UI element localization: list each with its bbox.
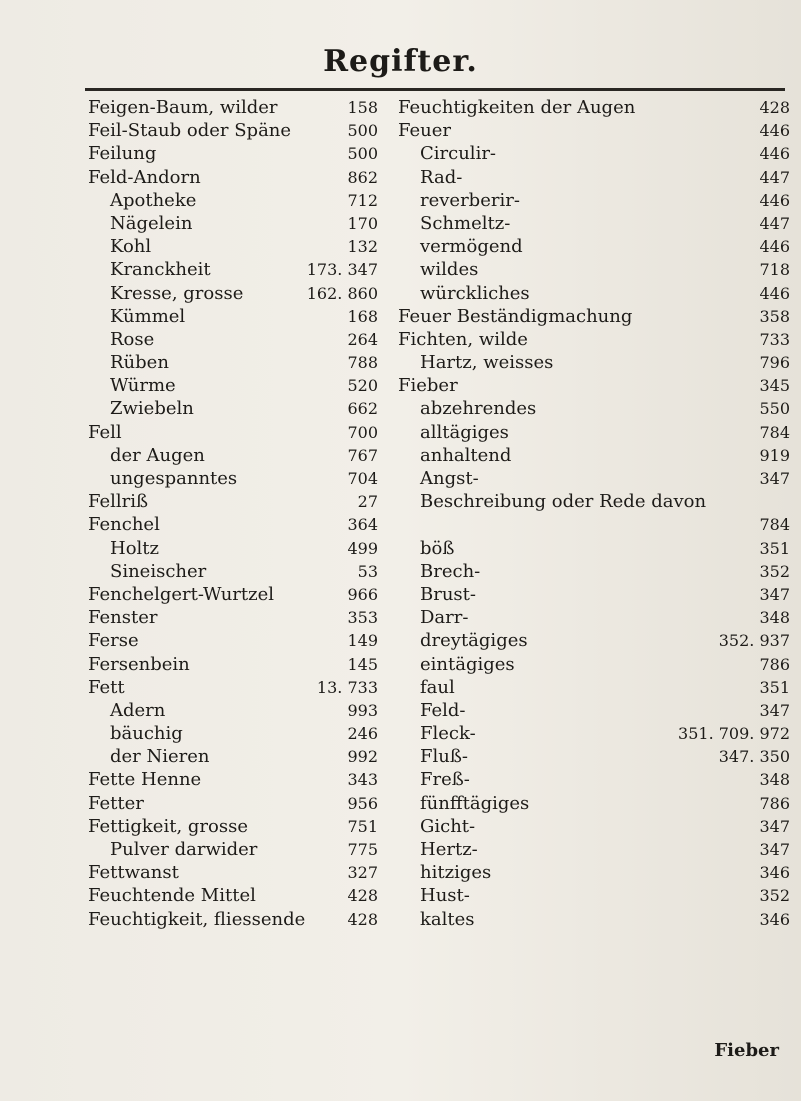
index-entry	[398, 699, 790, 722]
index-entry	[88, 235, 378, 258]
index-entry	[88, 676, 378, 699]
entry-page-number: 27	[357, 492, 378, 512]
index-entry	[398, 560, 790, 583]
entry-page-number: 343	[347, 770, 378, 790]
index-entry	[88, 96, 378, 119]
entry-page-number: 351	[759, 677, 790, 697]
entry-page-number: 767	[347, 445, 378, 465]
index-entry	[88, 537, 378, 560]
index-entry	[88, 583, 378, 606]
entry-page-number: 446	[759, 144, 790, 164]
entry-page-number: 966	[347, 584, 378, 604]
index-entry	[398, 629, 790, 652]
entry-label: Feil-Staub oder Späne	[88, 120, 292, 142]
entry-label: Fettwanst	[88, 862, 179, 884]
index-entry	[88, 166, 378, 189]
entry-page-number: 162. 860	[306, 283, 378, 303]
entry-label: Fenchelgert-Wurtzel	[88, 583, 275, 605]
entry-page-number: 347	[759, 584, 790, 604]
index-entry	[88, 374, 378, 397]
entry-label: Hertz-	[420, 839, 478, 860]
entry-page-number: 784	[759, 515, 790, 535]
index-entry	[398, 374, 790, 397]
header-rule	[85, 88, 785, 91]
entry-label: Freß-	[420, 769, 470, 791]
entry-page-number: 347	[759, 700, 790, 720]
entry-label: Circulir-	[420, 143, 497, 165]
entry-page-number: 168	[347, 306, 378, 326]
index-entry	[398, 722, 790, 745]
index-entry	[398, 96, 790, 119]
index-entry	[398, 815, 790, 838]
entry-label: Fette Henne	[88, 769, 202, 791]
entry-page-number: 733	[759, 329, 790, 349]
entry-label: anhaltend	[420, 444, 512, 466]
entry-page-number: 353	[347, 608, 378, 628]
index-entry	[88, 212, 378, 235]
entry-page-number: 446	[759, 190, 790, 210]
entry-page-number: 145	[347, 654, 378, 674]
index-entry	[88, 513, 378, 536]
entry-page-number: 446	[759, 283, 790, 303]
entry-label: Brust-	[420, 583, 476, 605]
index-entry	[88, 467, 378, 490]
entry-label: Kümmel	[110, 305, 186, 327]
entry-label: Hartz, weisses	[420, 352, 554, 374]
entry-label: Sineischer	[110, 560, 207, 582]
index-entry	[88, 653, 378, 676]
entry-page-number: 751	[347, 816, 378, 836]
entry-page-number: 264	[347, 329, 378, 349]
entry-page-number: 347	[759, 469, 790, 488]
index-entry	[398, 189, 790, 212]
entry-page-number: 132	[347, 237, 378, 257]
entry-page-number: 173. 347	[306, 260, 378, 280]
entry-label: Fichten, wilde	[398, 328, 528, 350]
entry-label: Brech-	[420, 560, 481, 582]
entry-page-number: 862	[347, 167, 378, 187]
entry-label: würckliches	[420, 282, 530, 304]
index-entry	[398, 328, 790, 351]
entry-label: Feld-	[420, 699, 466, 721]
index-entry	[398, 513, 790, 536]
index-entry	[88, 421, 378, 444]
entry-page-number: 246	[347, 724, 378, 744]
entry-label: alltägiges	[420, 421, 509, 443]
index-entry	[88, 258, 378, 281]
index-entry	[398, 282, 790, 305]
index-entry	[88, 745, 378, 768]
entry-label: Holtz	[110, 537, 160, 559]
entry-label: Fettigkeit, grosse	[88, 815, 248, 837]
entry-label: Rose	[110, 328, 155, 350]
index-entry	[88, 699, 378, 722]
index-entry	[88, 861, 378, 884]
entry-page-number: 428	[347, 909, 378, 929]
index-entry	[88, 397, 378, 420]
entry-label: Feuchtende Mittel	[88, 885, 256, 907]
entry-page-number: 348	[759, 608, 790, 628]
entry-page-number: 170	[347, 213, 378, 233]
entry-page-number: 786	[759, 654, 790, 674]
entry-label: eintägiges	[420, 653, 515, 675]
entry-label: fünfftägiges	[420, 792, 530, 814]
index-entry	[88, 884, 378, 907]
index-entry	[88, 119, 378, 142]
index-entry	[398, 583, 790, 606]
index-entry	[398, 397, 790, 420]
entry-page-number: 347	[759, 816, 790, 836]
index-entry	[398, 235, 790, 258]
index-entry	[88, 792, 378, 815]
entry-page-number: 550	[759, 399, 790, 419]
index-entry	[398, 305, 790, 328]
index-entry	[88, 328, 378, 351]
entry-label: reverberir-	[420, 189, 520, 211]
index-entry	[398, 166, 790, 189]
entry-page-number: 446	[759, 237, 790, 257]
entry-page-number: 919	[759, 445, 790, 465]
entry-page-number: 956	[347, 793, 378, 813]
index-entry	[88, 629, 378, 652]
index-entry	[398, 351, 790, 374]
entry-label: Beschreibung oder Rede davon	[420, 491, 707, 513]
entry-page-number: 500	[347, 144, 378, 164]
entry-label: Pulver darwider	[110, 839, 258, 860]
entry-page-number: 662	[347, 399, 378, 419]
index-entry	[398, 768, 790, 791]
entry-page-number: 149	[347, 631, 378, 651]
entry-page-number: 346	[759, 909, 790, 929]
entry-page-number: 992	[347, 747, 378, 767]
entry-page-number: 346	[759, 863, 790, 883]
entry-label: Feuchtigkeit, fliessende	[88, 908, 306, 930]
entry-page-number: 700	[347, 422, 378, 442]
entry-label: Feuer Beständigmachung	[398, 305, 633, 327]
index-entry	[398, 884, 790, 907]
entry-page-number: 158	[347, 98, 378, 117]
index-entry	[398, 444, 790, 467]
entry-page-number: 788	[347, 353, 378, 373]
index-entry	[88, 815, 378, 838]
entry-page-number: 447	[759, 167, 790, 187]
entry-label: Kresse, grosse	[110, 282, 244, 304]
entry-page-number: 775	[347, 840, 378, 859]
catchword: Fieber	[714, 1040, 779, 1061]
entry-label: Feigen-Baum, wilder	[88, 97, 278, 118]
entry-label: vermögend	[420, 236, 523, 258]
index-entry	[398, 537, 790, 560]
entry-page-number: 327	[347, 863, 378, 883]
entry-page-number: 428	[759, 98, 790, 117]
entry-label: kaltes	[420, 908, 475, 930]
entry-label: bäuchig	[110, 723, 183, 745]
entry-label: Feilung	[88, 143, 157, 165]
entry-page-number: 446	[759, 121, 790, 141]
index-entry	[88, 722, 378, 745]
index-entry	[398, 653, 790, 676]
index-entry	[88, 606, 378, 629]
entry-label: Kohl	[110, 236, 152, 258]
index-entry	[88, 282, 378, 305]
entry-label: Fellriß	[88, 491, 149, 513]
entry-page-number: 447	[759, 213, 790, 233]
index-entry	[88, 908, 378, 931]
index-column-left	[88, 96, 378, 931]
entry-label: Hust-	[420, 885, 470, 907]
entry-label: Feuchtigkeiten der Augen	[398, 97, 636, 118]
entry-page-number: 351. 709. 972	[678, 724, 790, 744]
entry-label: Fieber	[398, 375, 458, 397]
page-header: Regifter.	[323, 44, 478, 79]
entry-page-number: 352	[759, 886, 790, 906]
entry-page-number: 358	[759, 306, 790, 326]
entry-page-number: 348	[759, 770, 790, 790]
entry-page-number: 786	[759, 793, 790, 813]
entry-page-number: 520	[347, 376, 378, 396]
index-entry	[88, 444, 378, 467]
entry-label: Rüben	[110, 352, 169, 374]
entry-page-number: 53	[357, 561, 378, 581]
entry-page-number: 718	[759, 260, 790, 280]
index-entry	[398, 838, 790, 861]
entry-label: Fluß-	[420, 746, 468, 768]
index-entry	[88, 560, 378, 583]
entry-label: Zwiebeln	[110, 398, 194, 420]
entry-label: Fett	[88, 676, 125, 698]
entry-page-number: 712	[347, 190, 378, 210]
index-entry	[88, 838, 378, 861]
entry-label: ungespanntes	[110, 468, 238, 489]
index-entry	[398, 792, 790, 815]
index-entry	[398, 212, 790, 235]
entry-page-number: 704	[347, 469, 378, 488]
index-entry	[88, 189, 378, 212]
index-entry	[88, 768, 378, 791]
index-entry	[88, 305, 378, 328]
entry-page-number: 351	[759, 538, 790, 558]
entry-label: Kranckheit	[110, 259, 211, 281]
entry-label: Darr-	[420, 607, 469, 629]
index-entry	[88, 351, 378, 374]
entry-page-number: 352	[759, 561, 790, 581]
entry-label: der Nieren	[110, 746, 210, 768]
entry-label: Ferse	[88, 630, 139, 652]
entry-page-number: 993	[347, 700, 378, 720]
entry-page-number: 347. 350	[718, 747, 790, 767]
index-entry	[398, 676, 790, 699]
entry-page-number: 345	[759, 376, 790, 396]
entry-label: Gicht-	[420, 815, 476, 837]
entry-label: Apotheke	[110, 189, 197, 211]
entry-label: Adern	[110, 699, 166, 721]
entry-label: Fenster	[88, 607, 158, 629]
entry-page-number: 352. 937	[718, 631, 790, 651]
entry-label: faul	[420, 676, 455, 698]
entry-label: Fleck-	[420, 723, 476, 745]
entry-page-number: 428	[347, 886, 378, 906]
entry-page-number: 784	[759, 422, 790, 442]
entry-page-number: 364	[347, 515, 378, 535]
entry-label: Feld-Andorn	[88, 166, 201, 188]
index-entry	[398, 908, 790, 931]
index-entry	[398, 745, 790, 768]
entry-label: Fell	[88, 421, 122, 443]
entry-label: böß	[420, 537, 455, 559]
entry-label: Rad-	[420, 166, 463, 188]
entry-page-number: 347	[759, 840, 790, 859]
entry-label: abzehrendes	[420, 398, 537, 420]
entry-label: wildes	[420, 259, 479, 281]
index-entry	[88, 142, 378, 165]
index-entry	[398, 861, 790, 884]
entry-label: Schmeltz-	[420, 212, 511, 234]
index-entry	[398, 142, 790, 165]
entry-page-number: 13. 733	[316, 677, 378, 697]
index-entry	[398, 258, 790, 281]
entry-label: Fetter	[88, 792, 144, 814]
entry-label: Angst-	[420, 468, 479, 489]
entry-label: Feuer	[398, 120, 452, 142]
entry-page-number: 500	[347, 121, 378, 141]
entry-label: der Augen	[110, 444, 205, 466]
entry-label: dreytägiges	[420, 630, 528, 652]
entry-label: Fersenbein	[88, 653, 190, 675]
entry-page-number: 499	[347, 538, 378, 558]
index-entry	[398, 421, 790, 444]
entry-label: hitziges	[420, 862, 492, 884]
index-entry	[398, 119, 790, 142]
index-entry	[88, 490, 378, 513]
index-column-right	[398, 96, 790, 931]
index-entry	[398, 467, 790, 490]
index-entry	[398, 490, 790, 513]
index-entry	[398, 606, 790, 629]
entry-label: Würme	[110, 375, 176, 397]
entry-label: Fenchel	[88, 514, 160, 536]
entry-label: Nägelein	[110, 212, 193, 234]
entry-page-number: 796	[759, 353, 790, 373]
